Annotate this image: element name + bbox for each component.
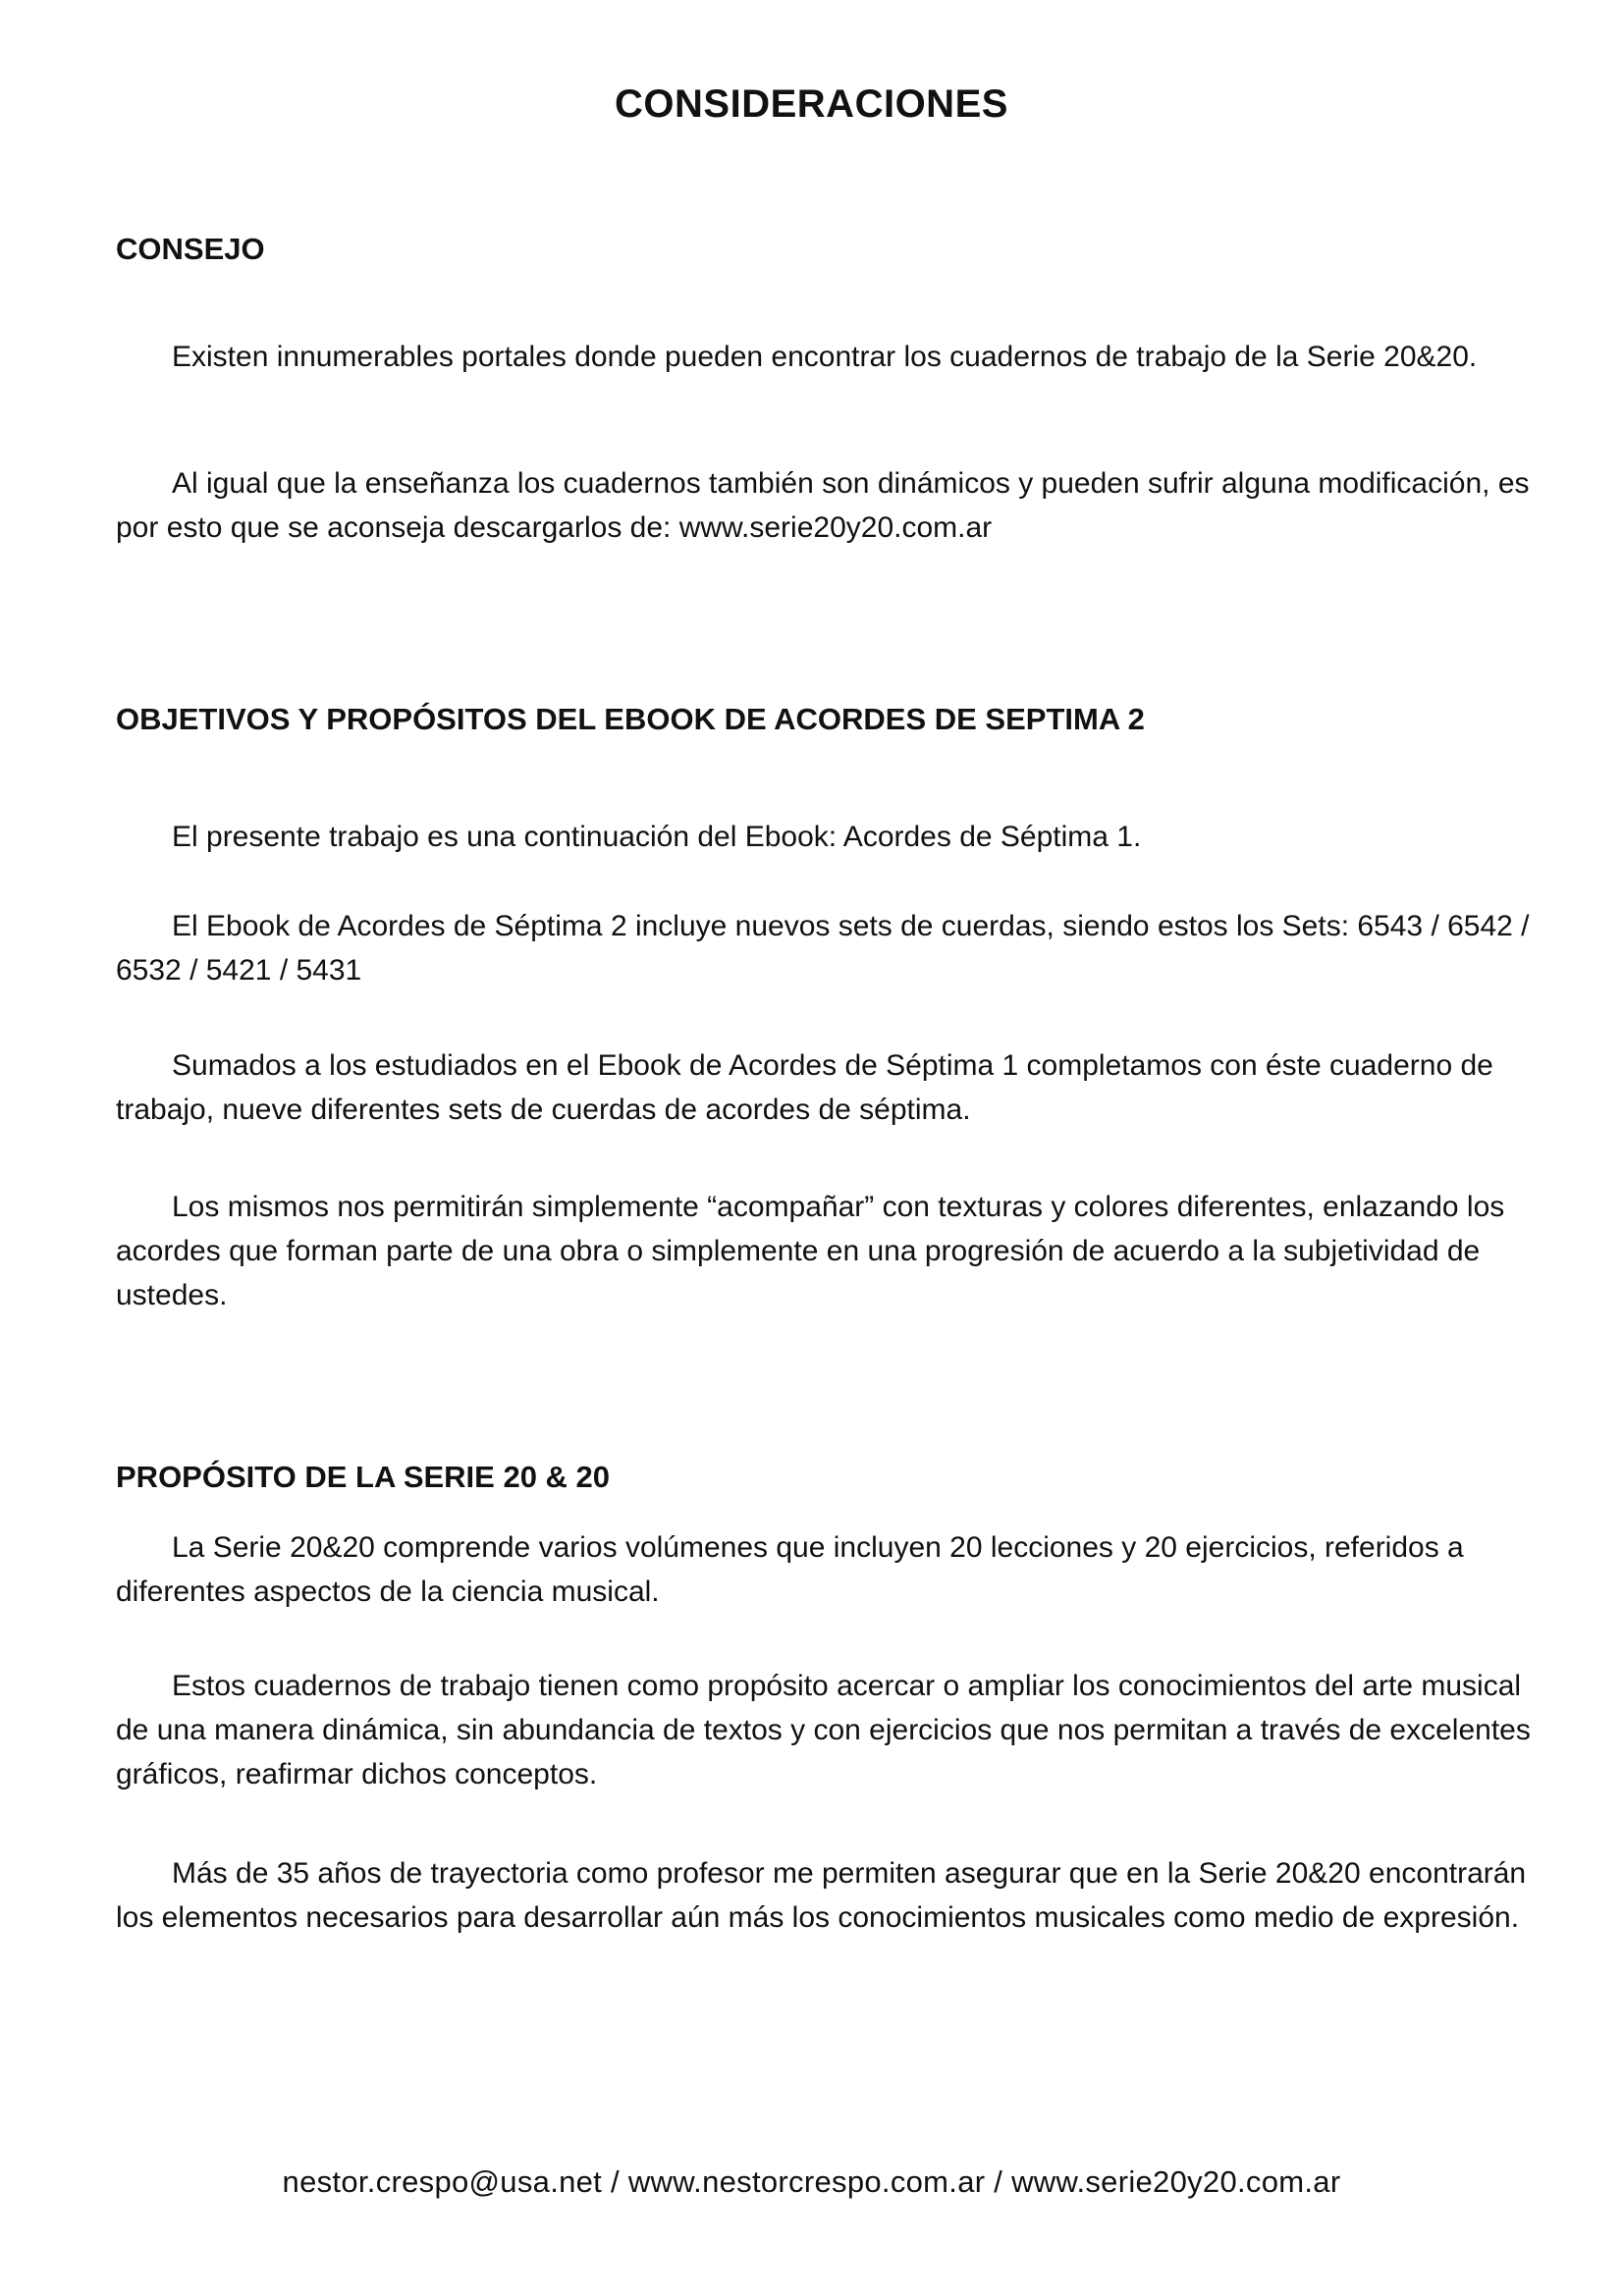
paragraph-objetivos-3: Sumados a los estudiados en el Ebook de Acordes de Séptima 1 completamos con éste cuaderno de trabajo, nueve diferentes sets de cuerdas de acordes de séptima. (116, 1049, 1493, 1126)
paragraph-proposito-1: La Serie 20&20 comprende varios volúmenes que incluyen 20 lecciones y 20 ejercicios, referidos a diferentes aspectos de la ciencia musical. (116, 1531, 1464, 1608)
paragraph-objetivos-2: El Ebook de Acordes de Séptima 2 incluye nuevos sets de cuerdas, siendo estos los Sets: 6543 / 6542 / 6532 / 5421 / 5431 (116, 910, 1530, 987)
section-heading-consejo: CONSEJO (116, 232, 265, 266)
section-heading-proposito: PROPÓSITO DE LA SERIE 20 & 20 (116, 1460, 611, 1494)
paragraph-objetivos-4: Los mismos nos permitirán simplemente “acompañar” con texturas y colores diferentes, enlazando los acordes que forman parte de una obra o simplemente en una progresión de acuerdo a la subjetividad de ustedes. (116, 1191, 1505, 1311)
paragraph-consejo-2: Al igual que la enseñanza los cuadernos también son dinámicos y pueden sufrir alguna modificación, es por esto que se aconseja descargarlos de: www.serie20y20.com.ar (116, 467, 1530, 544)
footer-contact: nestor.crespo@usa.net / www.nestorcrespo.com.ar / www.serie20y20.com.ar (282, 2164, 1341, 2199)
section-heading-objetivos: OBJETIVOS Y PROPÓSITOS DEL EBOOK DE ACORDES DE SEPTIMA 2 (116, 702, 1145, 736)
paragraph-consejo-1: Existen innumerables portales donde pueden encontrar los cuadernos de trabajo de la Serie 20&20. (172, 341, 1478, 373)
paragraph-proposito-3: Más de 35 años de trayectoria como profesor me permiten asegurar que en la Serie 20&20 encontrarán los elementos necesarios para desarrollar aún más los conocimientos musicales como medio de expresión. (116, 1857, 1527, 1934)
page-title: CONSIDERACIONES (615, 82, 1008, 126)
paragraph-objetivos-1: El presente trabajo es una continuación del Ebook: Acordes de Séptima 1. (172, 821, 1142, 853)
paragraph-proposito-2: Estos cuadernos de trabajo tienen como propósito acercar o ampliar los conocimientos del arte musical de una manera dinámica, sin abundancia de textos y con ejercicios que nos permitan a través de excelentes gráficos, reafirmar dichos conceptos. (116, 1670, 1531, 1790)
